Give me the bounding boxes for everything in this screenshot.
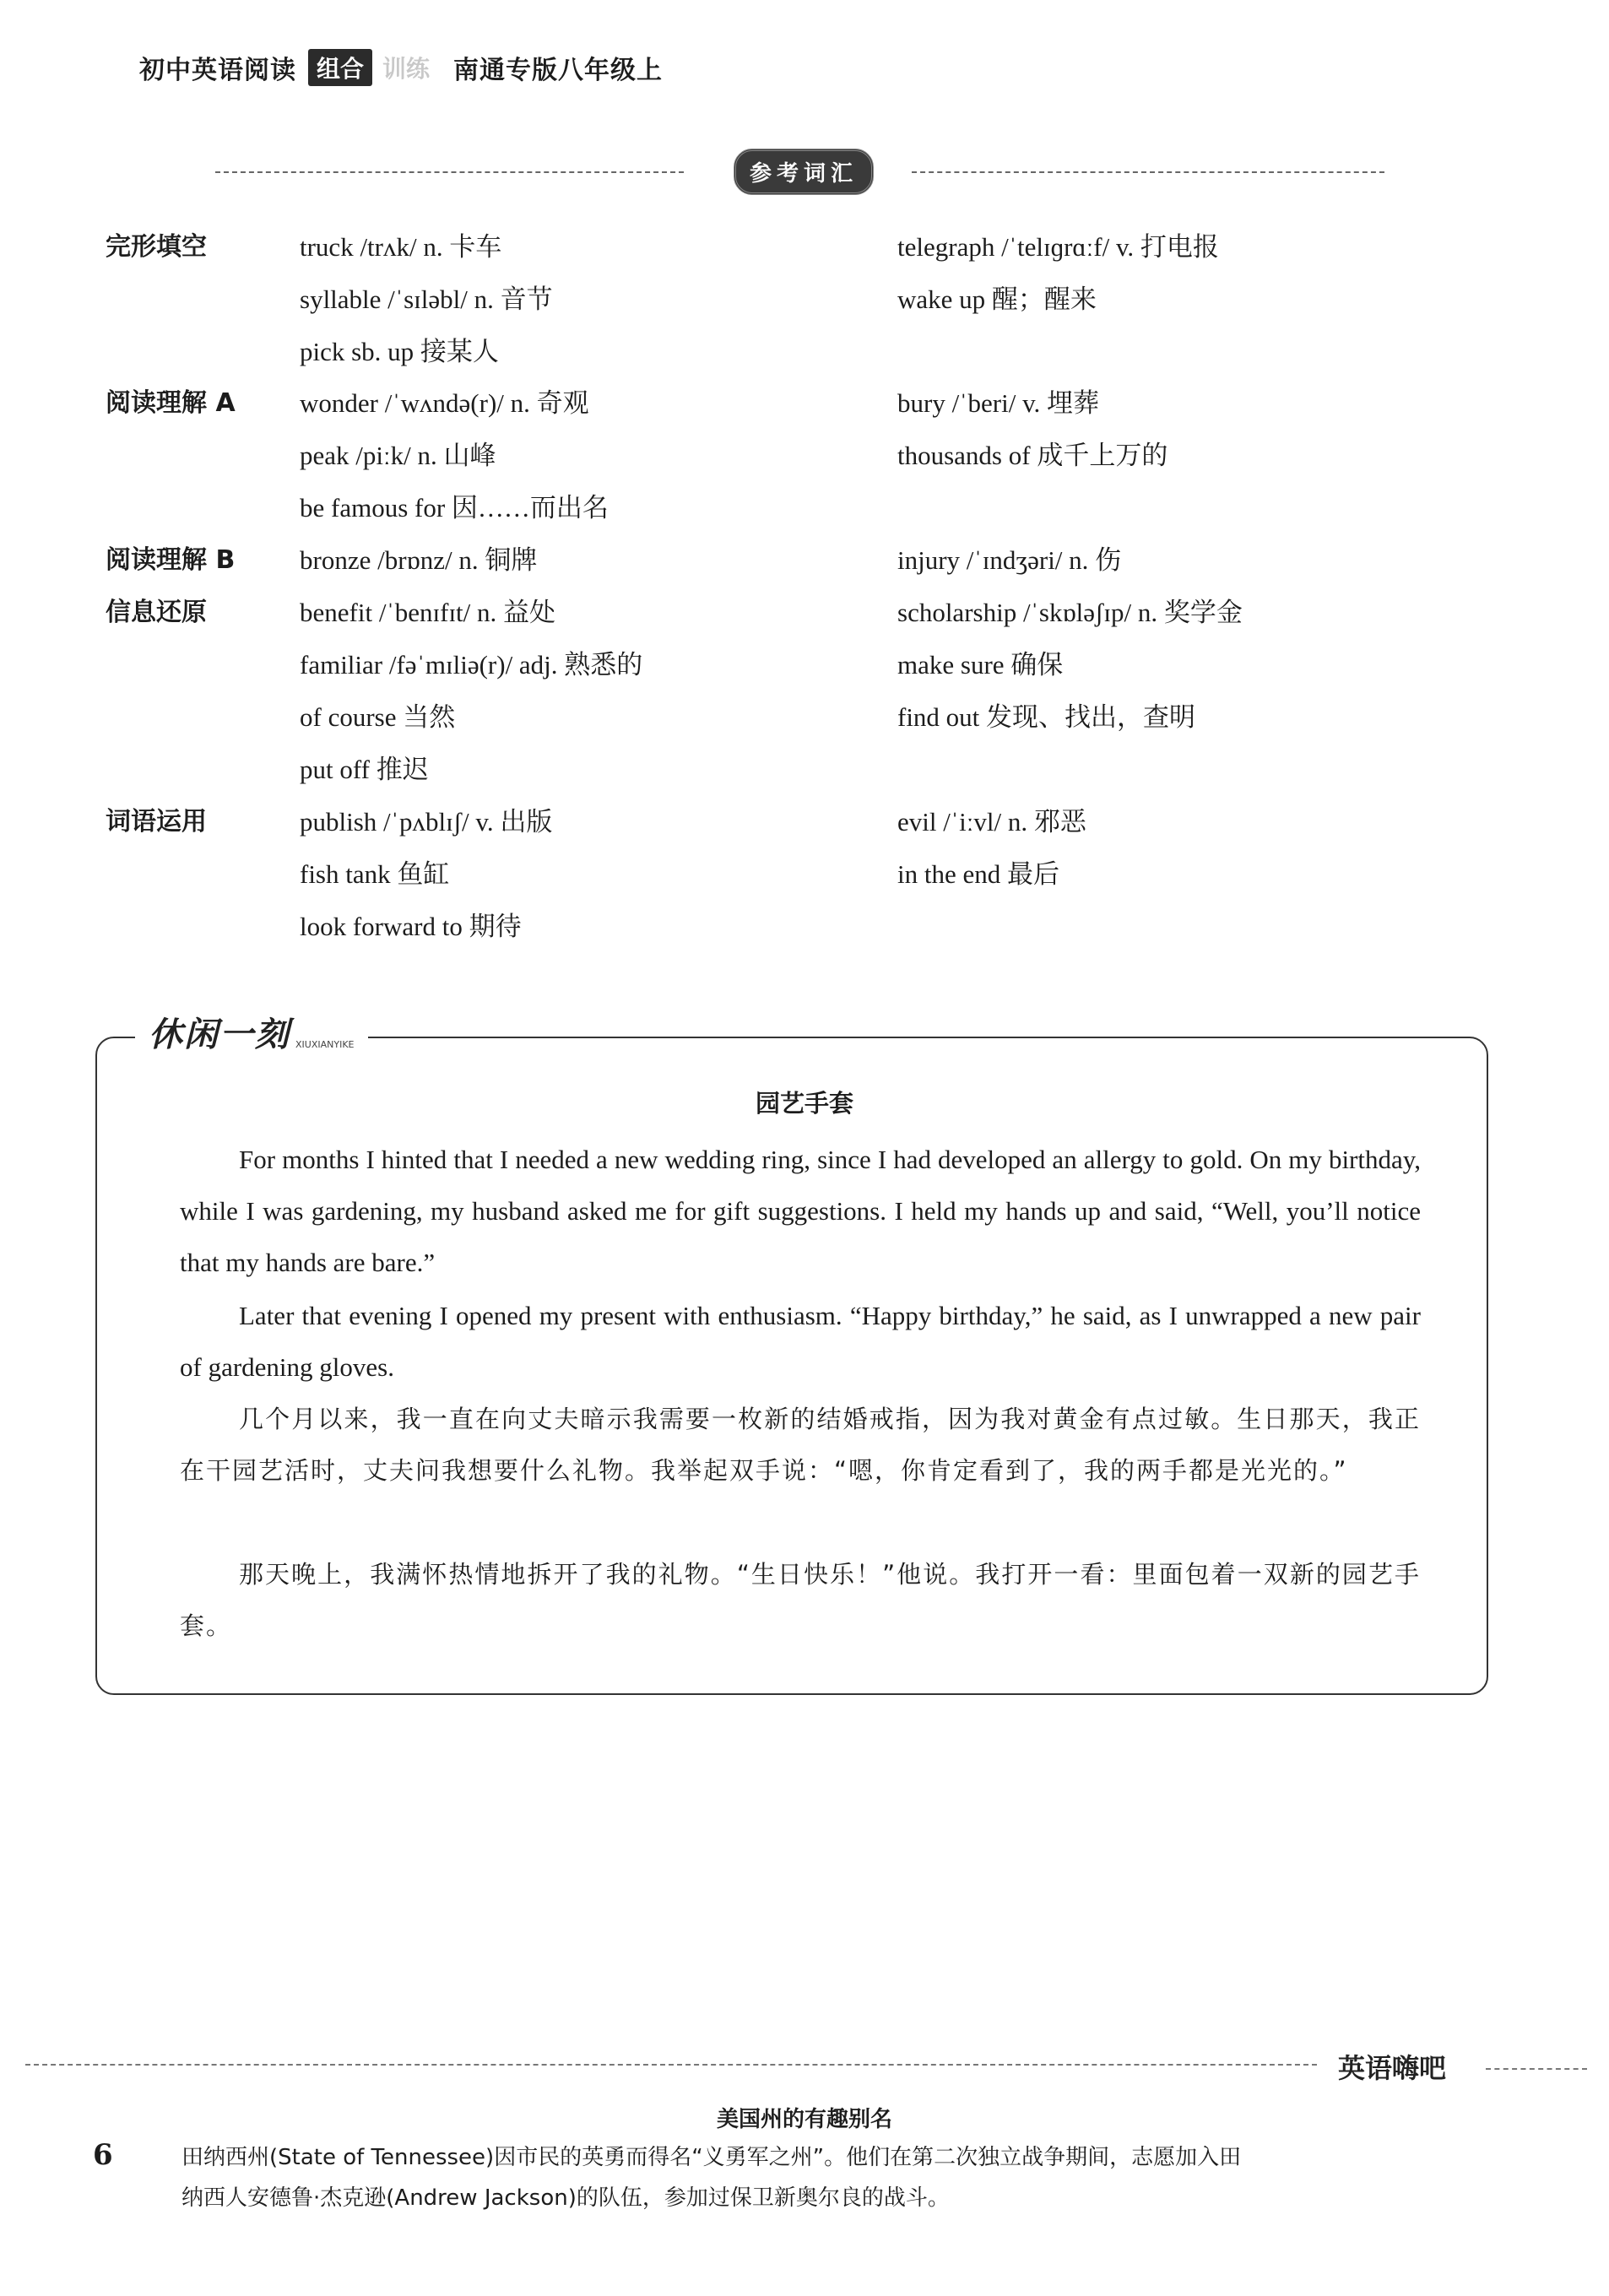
footer-section-tag: 英语嗨吧 xyxy=(1338,2052,1447,2084)
vocab-item: familiar /fəˈmɪliə(r)/ adj. 熟悉的 xyxy=(300,650,643,680)
leisure-tab-label: 休闲一刻 xyxy=(149,1015,290,1054)
vocab-category: 阅读理解 A xyxy=(106,388,236,418)
footer-divider-right xyxy=(1486,2068,1587,2070)
header-tag-secondary: 训练 xyxy=(382,55,431,83)
page-number: 6 xyxy=(93,2138,113,2172)
vocab-category: 完形填空 xyxy=(106,232,207,262)
page-header xyxy=(139,46,663,89)
vocab-item: fish tank 鱼缸 xyxy=(300,859,450,889)
vocab-item: benefit /ˈbenɪfɪt/ n. 益处 xyxy=(300,598,556,627)
vocab-item: pick sb. up 接某人 xyxy=(300,337,499,366)
leisure-tab-pinyin: XIUXIANYIKE xyxy=(295,1039,355,1050)
vocab-item: wake up 醒；醒来 xyxy=(897,284,1097,314)
footer-text-line: 田纳西州(State of Tennessee)因市民的英勇而得名“义勇军之州”。他们在第二次独立战争期间，志愿加入田 xyxy=(181,2145,1242,2170)
vocab-category: 阅读理解 B xyxy=(106,545,236,575)
vocab-item: bronze /brɒnz/ n. 铜牌 xyxy=(300,545,538,575)
story-paragraph-cn: 那天晚上，我满怀热情地拆开了我的礼物。“生日快乐！”他说。我打开一看：里面包着一双新的园艺手套。 xyxy=(180,1560,1421,1640)
vocab-item: put off 推迟 xyxy=(300,755,429,784)
footer-title: 美国州的有趣别名 xyxy=(716,2107,892,2132)
vocab-item: look forward to 期待 xyxy=(300,912,522,941)
vocab-item: wonder /ˈwʌndə(r)/ n. 奇观 xyxy=(300,388,589,418)
vocab-item: of course 当然 xyxy=(300,702,456,732)
book-title: 初中英语阅读 xyxy=(139,56,296,85)
vocab-item: scholarship /ˈskɒləʃɪp/ n. 奖学金 xyxy=(897,598,1243,627)
story-paragraph-cn: 几个月以来，我一直在向丈夫暗示我需要一枚新的结婚戒指，因为我对黄金有点过敏。生日那天，我正在干园艺活时，丈夫问我想要什么礼物。我举起双手说：“嗯，你肯定看到了，我的两手都是光光的。” xyxy=(180,1405,1421,1485)
footer-text-line: 纳西人安德鲁·杰克逊(Andrew Jackson)的队伍，参加过保卫新奥尔良的战斗。 xyxy=(181,2185,950,2211)
vocab-title-badge: 参考词汇 xyxy=(734,149,874,195)
vocab-item: syllable /ˈsɪləbl/ n. 音节 xyxy=(300,284,553,314)
story-paragraph: For months I hinted that I needed a new wedding ring, since I had developed an allergy to gold. On my birthday, while I was gardening, my husband asked me for gift suggestions. I held my hands up and said, “Well, you’ll notice that my hands are bare.” xyxy=(180,1145,1421,1277)
vocab-item: injury /ˈɪndʒəri/ n. 伤 xyxy=(897,545,1122,575)
vocab-section-title xyxy=(711,148,897,195)
footer-divider xyxy=(25,2064,1317,2066)
vocab-category: 词语运用 xyxy=(106,807,207,837)
vocab-item: evil /ˈiːvl/ n. 邪恶 xyxy=(897,807,1086,837)
vocab-item: find out 发现、找出，查明 xyxy=(897,702,1196,732)
story-paragraph: Later that evening I opened my present with enthusiasm. “Happy birthday,” he said, as I unwrapped a new pair of gardening gloves. xyxy=(180,1301,1421,1382)
vocab-item: be famous for 因……而出名 xyxy=(300,493,609,523)
story-title: 园艺手套 xyxy=(755,1089,853,1118)
edition-label: 南通专版八年级上 xyxy=(453,56,664,85)
header-tag: 组合 xyxy=(308,49,372,86)
vocab-item: telegraph /ˈtelɪɡrɑːf/ v. 打电报 xyxy=(897,232,1219,262)
vocab-item: truck /trʌk/ n. 卡车 xyxy=(300,232,502,262)
divider-right xyxy=(912,171,1384,173)
leisure-tab xyxy=(135,1004,368,1059)
vocab-item: make sure 确保 xyxy=(897,650,1064,680)
vocab-item: publish /ˈpʌblɪʃ/ v. 出版 xyxy=(300,807,553,837)
vocab-item: peak /piːk/ n. 山峰 xyxy=(300,441,496,470)
divider-left xyxy=(215,171,684,173)
vocab-category: 信息还原 xyxy=(106,598,207,627)
vocab-item: bury /ˈberi/ v. 埋葬 xyxy=(897,388,1100,418)
vocab-item: thousands of 成千上万的 xyxy=(897,441,1168,470)
vocab-item: in the end 最后 xyxy=(897,859,1059,889)
